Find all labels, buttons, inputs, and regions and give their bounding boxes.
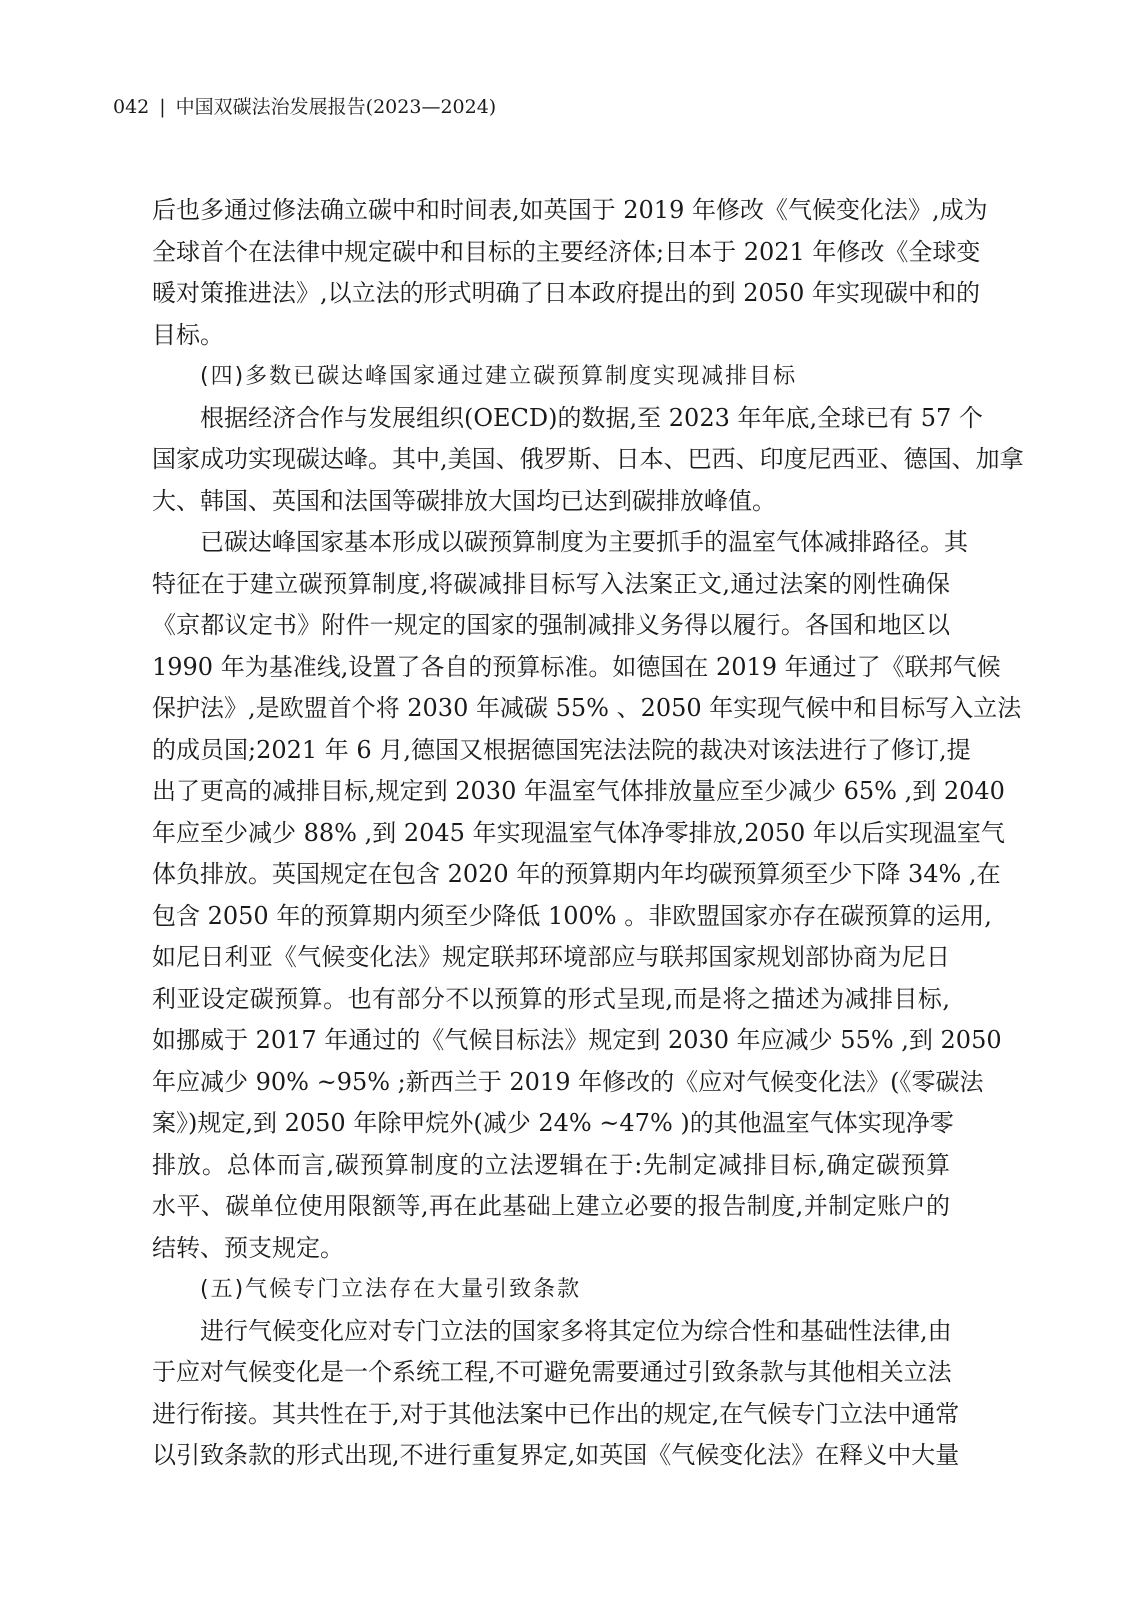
text-line: 出了更高的减排目标,规定到 2030 年温室气体排放量应至少减少 65% ,到 2040 [152,777,1005,805]
text-line: 水平、碳单位使用限额等,再在此基础上建立必要的报告制度,并制定账户的 [152,1192,950,1220]
text-line: 大、韩国、英国和法国等碳排放大国均已达到碳排放峰值。 [152,486,776,515]
text-line: 国家成功实现碳达峰。其中,美国、俄罗斯、日本、巴西、印度尼西亚、德国、加拿 [152,445,1024,473]
section-heading-4: (四)多数已碳达峰国家通过建立碳预算制度实现减排目标 [200,364,798,389]
text-line: 进行气候变化应对专门立法的国家多将其定位为综合性和基础性法律,由 [200,1316,952,1345]
book-title: 中国双碳法治发展报告(2023—2024) [175,96,497,118]
text-line: 如挪威于 2017 年通过的《气候目标法》规定到 2030 年应减少 55% ,到 2050 [152,1026,1002,1054]
text-line: 1990 年为基准线,设置了各自的预算标准。如德国在 2019 年通过了《联邦气候 [152,652,1001,681]
header-separator: | [159,96,166,118]
text-line: 年应至少减少 88% ,到 2045 年实现温室气体净零排放,2050 年以后实现温室气 [152,818,1005,847]
text-line: 后也多通过修法确立碳中和时间表,如英国于 2019 年修改《气候变化法》,成为 [152,196,988,224]
text-line: 的成员国;2021 年 6 月,德国又根据德国宪法法院的裁决对该法进行了修订,提 [152,735,971,764]
text-line: 体负排放。英国规定在包含 2020 年的预算期内年均碳预算须至少下降 34% ,在 [152,860,1001,888]
text-line: 已碳达峰国家基本形成以碳预算制度为主要抓手的温室气体减排路径。其 [200,528,968,556]
text-line: 特征在于建立碳预算制度,将碳减排目标写入法案正文,通过法案的刚性确保 [152,569,950,598]
text-line: 如尼日利亚《气候变化法》规定联邦环境部应与联邦国家规划部协商为尼日 [152,943,950,971]
section-heading-5: (五)气候专门立法存在大量引致条款 [200,1277,582,1302]
text-line: 《京都议定书》附件一规定的国家的强制减排义务得以履行。各国和地区以 [152,611,950,639]
text-line: 案》)规定,到 2050 年除甲烷外(减少 24% ~47% )的其他温室气体实现净零 [152,1109,954,1137]
text-line: 结转、预支规定。 [152,1233,344,1262]
text-line: 保护法》,是欧盟首个将 2030 年减碳 55% 、2050 年实现气候中和目标写入立法 [152,694,1022,722]
text-line: 暖对策推进法》,以立法的形式明确了日本政府提出的到 2050 年实现碳中和的 [152,279,980,307]
text-line: 全球首个在法律中规定碳中和目标的主要经济体;日本于 2021 年修改《全球变 [152,237,981,266]
page-number: 042 [113,96,150,118]
text-line: 目标。 [152,320,224,349]
text-line: 于应对气候变化是一个系统工程,不可避免需要通过引致条款与其他相关立法 [152,1358,952,1386]
text-line: 利亚设定碳预算。也有部分不以预算的形式呈现,而是将之描述为减排目标, [152,984,950,1013]
text-line: 根据经济合作与发展组织(OECD)的数据,至 2023 年年底,全球已有 57 个 [200,403,983,432]
text-line: 排放。总体而言,碳预算制度的立法逻辑在于:先制定减排目标,确定碳预算 [152,1150,950,1179]
text-line: 包含 2050 年的预算期内须至少降低 100% 。非欧盟国家亦存在碳预算的运用, [152,901,992,930]
text-line: 年应减少 90% ~95% ;新西兰于 2019 年修改的《应对气候变化法》(《零碳法 [152,1067,984,1096]
text-line: 进行衔接。其共性在于,对于其他法案中已作出的规定,在气候专门立法中通常 [152,1399,960,1428]
page-header [113,94,496,120]
text-line: 以引致条款的形式出现,不进行重复界定,如英国《气候变化法》在释义中大量 [152,1441,960,1469]
body-text [152,190,1024,1477]
